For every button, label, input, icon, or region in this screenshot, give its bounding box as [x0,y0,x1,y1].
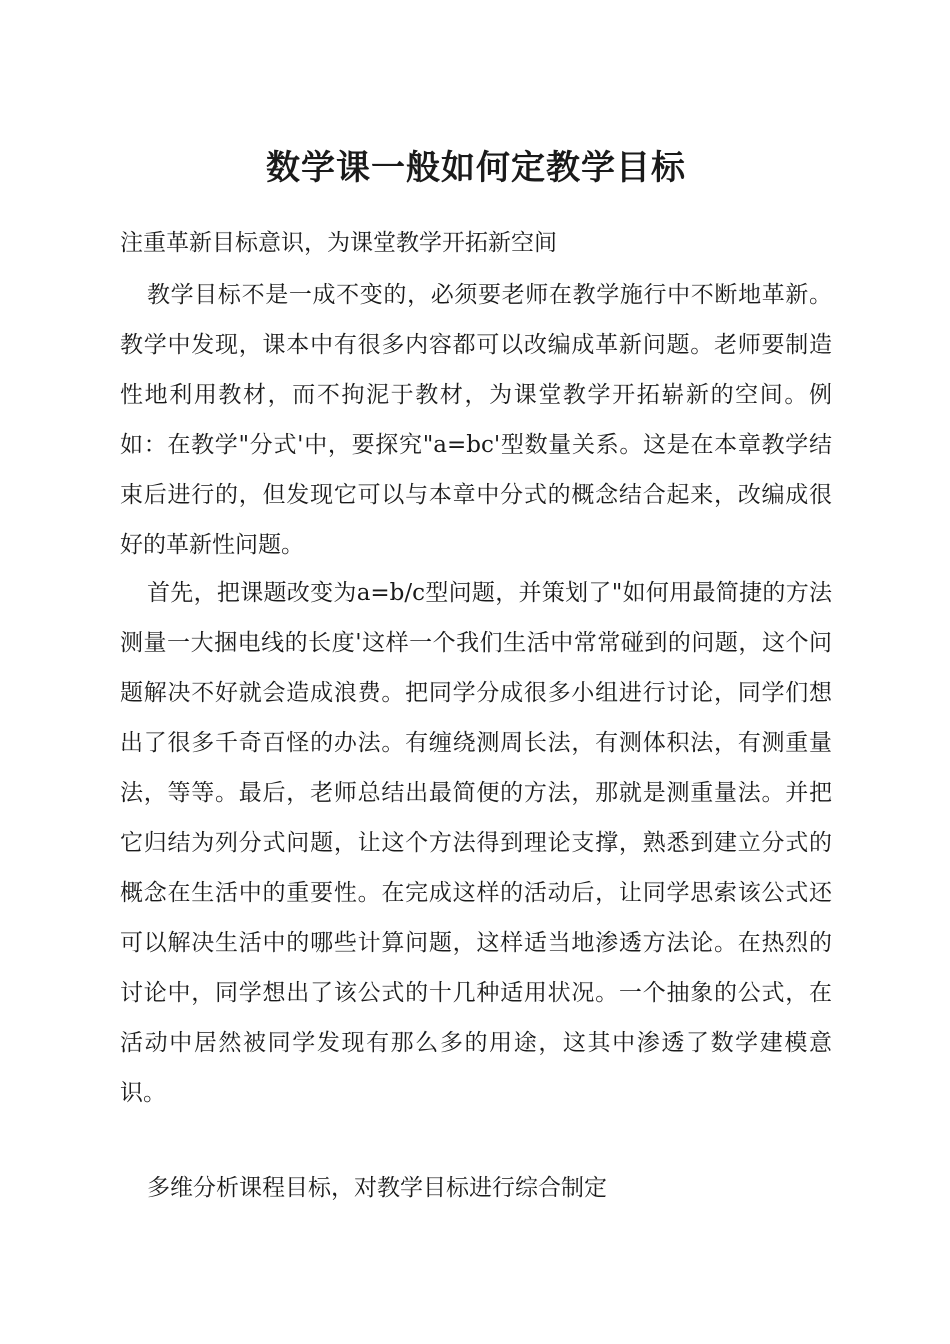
body-paragraph-1: 教学目标不是一成不变的，必须要老师在教学施行中不断地革新。教学中发现，课本中有很多内容都可以改编成革新问题。老师要制造性地利用教材，而不拘泥于教材，为课堂教学开拓崭新的空间。例如：在教学"分式'中，要探究"a=bc'型数量关系。这是在本章教学结束后进行的，但发现它可以与本章中分式的概念结合起来，改编成很好的革新性问题。 [120,282,832,558]
document-title: 数学课一般如何定教学目标 [266,148,686,188]
section-heading-multidimensional: 多维分析课程目标，对教学目标进行综合制定 [147,1175,607,1201]
section-heading-innovation: 注重革新目标意识，为课堂教学开拓新空间 [120,230,557,256]
body-paragraph-2: 首先，把课题改变为a=b/c型问题，并策划了"如何用最简捷的方法测量一大捆电线的长度'这样一个我们生活中常常碰到的问题，这个问题解决不好就会造成浪费。把同学分成很多小组进行讨论，同学们想出了很多千奇百怪的办法。有缠绕测周长法，有测体积法，有测重量法，等等。最后，老师总结出最简便的方法，那就是测重量法。并把它归结为列分式问题，让这个方法得到理论支撑，熟悉到建立分式的概念在生活中的重要性。在完成这样的活动后，让同学思索该公式还可以解决生活中的哪些计算问题，这样适当地渗透方法论。在热烈的讨论中，同学想出了该公式的十几种适用状况。一个抽象的公式，在活动中居然被同学发现有那么多的用途，这其中渗透了数学建模意识。 [120,580,832,1106]
